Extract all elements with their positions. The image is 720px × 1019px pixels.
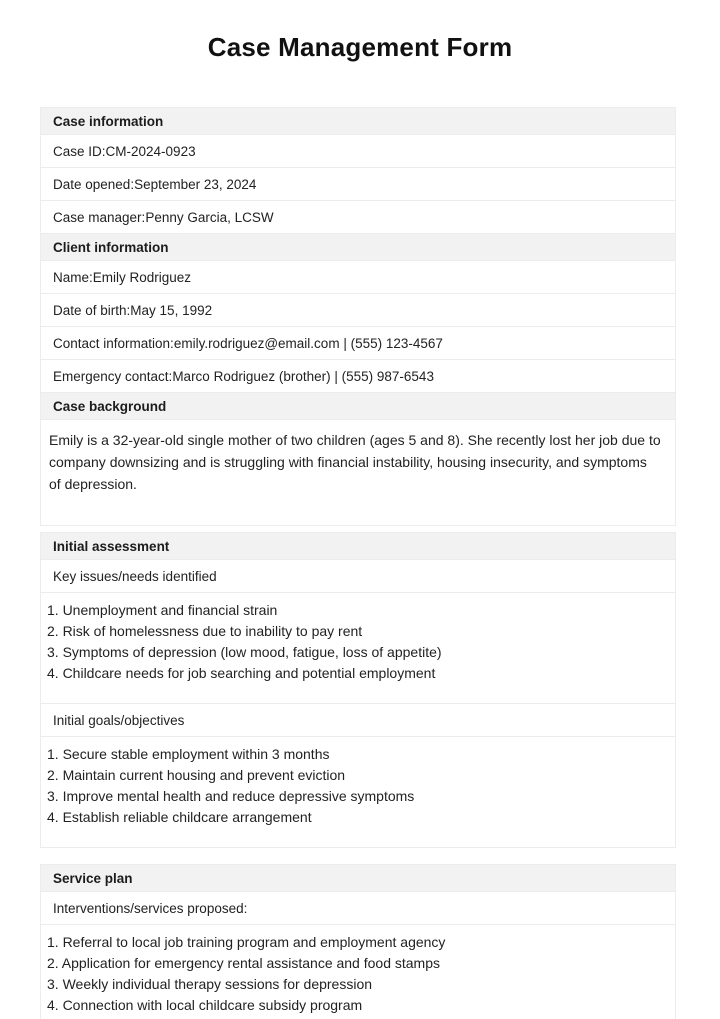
section-header-client-information: Client information bbox=[40, 233, 676, 260]
field-value-date-of-birth: May 15, 1992 bbox=[130, 303, 213, 318]
field-row-date-of-birth bbox=[40, 293, 676, 326]
goals-label: Initial goals/objectives bbox=[53, 713, 185, 728]
list-item-goal-2: 2. Maintain current housing and prevent eviction bbox=[47, 767, 346, 783]
list-item-key-issue-1: 1. Unemployment and financial strain bbox=[47, 602, 278, 618]
section-header-case-background: Case background bbox=[40, 392, 676, 419]
field-label-date-of-birth: Date of birth: bbox=[53, 303, 131, 318]
field-value-case-manager: Penny Garcia, LCSW bbox=[145, 210, 274, 225]
list-item-goal-4: 4. Establish reliable childcare arrangement bbox=[47, 809, 312, 825]
interventions-list bbox=[40, 924, 676, 1019]
key-issues-label: Key issues/needs identified bbox=[53, 569, 217, 584]
form-body bbox=[40, 107, 676, 1019]
list-item-goal-1: 1. Secure stable employment within 3 months bbox=[47, 746, 330, 762]
field-label-name: Name: bbox=[53, 270, 93, 285]
field-value-date-opened: September 23, 2024 bbox=[134, 177, 257, 192]
list-item-goal-3: 3. Improve mental health and reduce depressive symptoms bbox=[47, 788, 415, 804]
field-label-contact-information: Contact information: bbox=[53, 336, 174, 351]
field-row-emergency-contact bbox=[40, 359, 676, 392]
section-group-initial-assessment bbox=[40, 532, 676, 848]
field-label-case-id: Case ID: bbox=[53, 144, 106, 159]
subsection-label-key-issues bbox=[40, 559, 676, 592]
list-item-key-issue-2: 2. Risk of homelessness due to inability to pay rent bbox=[47, 623, 363, 639]
list-item-intervention-4: 4. Connection with local childcare subsidy program bbox=[47, 997, 363, 1013]
page-title: Case Management Form bbox=[207, 32, 513, 62]
case-background-text: Emily is a 32-year-old single mother of two children (ages 5 and 8). She recently lost her job due to company downsizing and is struggling with financial instability, housing insecurity, and symptoms of depression. bbox=[40, 419, 676, 525]
interventions-label: Interventions/services proposed: bbox=[53, 901, 248, 916]
section-header-initial-assessment: Initial assessment bbox=[40, 532, 676, 559]
list-item-key-issue-4: 4. Childcare needs for job searching and potential employment bbox=[47, 665, 436, 681]
section-header-service-plan: Service plan bbox=[40, 864, 676, 891]
key-issues-list bbox=[40, 592, 676, 703]
list-item-intervention-2: 2. Application for emergency rental assistance and food stamps bbox=[47, 955, 440, 971]
section-group-top bbox=[40, 107, 676, 526]
field-value-contact-information: emily.rodriguez@email.com | (555) 123-4567 bbox=[173, 336, 443, 351]
list-item-key-issue-3: 3. Symptoms of depression (low mood, fatigue, loss of appetite) bbox=[47, 644, 442, 660]
section-group-service-plan bbox=[40, 864, 676, 1019]
field-value-name: Emily Rodriguez bbox=[92, 270, 192, 285]
field-label-case-manager: Case manager: bbox=[53, 210, 146, 225]
goals-list bbox=[40, 736, 676, 847]
list-item-intervention-1: 1. Referral to local job training program and employment agency bbox=[47, 934, 446, 950]
section-header-case-information: Case information bbox=[40, 107, 676, 134]
field-row-name bbox=[40, 260, 676, 293]
field-row-case-manager bbox=[40, 200, 676, 233]
subsection-label-goals bbox=[40, 703, 676, 736]
field-row-date-opened bbox=[40, 167, 676, 200]
field-row-case-id bbox=[40, 134, 676, 167]
subsection-label-interventions bbox=[40, 891, 676, 924]
field-label-emergency-contact: Emergency contact: bbox=[53, 369, 173, 384]
field-row-contact-information bbox=[40, 326, 676, 359]
list-item-intervention-3: 3. Weekly individual therapy sessions for depression bbox=[47, 976, 373, 992]
field-value-case-id: CM-2024-0923 bbox=[105, 144, 196, 159]
field-label-date-opened: Date opened: bbox=[53, 177, 135, 192]
field-value-emergency-contact: Marco Rodriguez (brother) | (555) 987-6543 bbox=[172, 369, 434, 384]
